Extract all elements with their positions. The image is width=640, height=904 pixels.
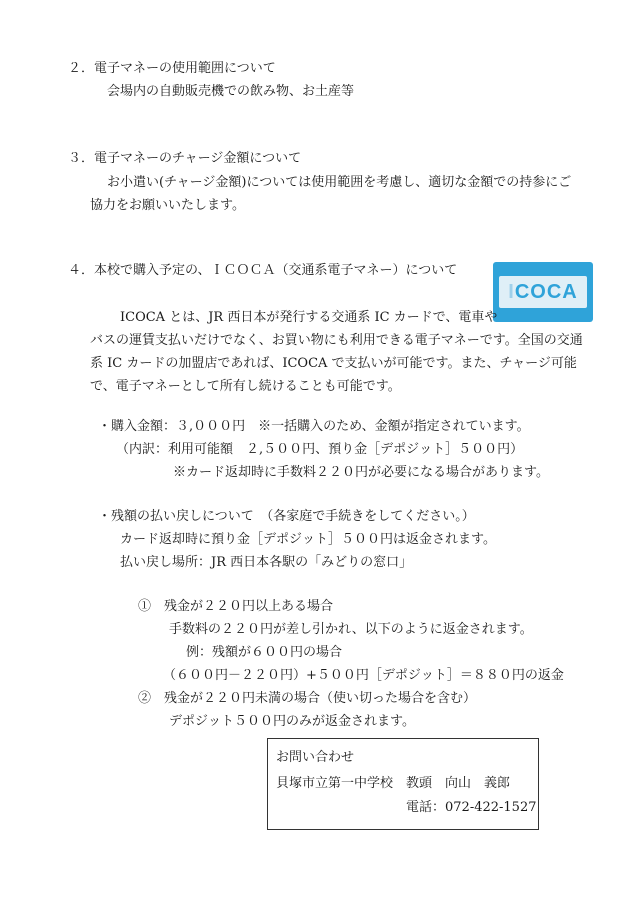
refund-case2-heading: ② 残金が２２０円未満の場合（使い切った場合を含む）: [138, 691, 477, 706]
refund-case1-heading: ① 残金が２２０円以上ある場合: [138, 599, 334, 614]
contact-box: [267, 738, 539, 830]
icoca-description-line1: ICOCA とは、JR 西日本が発行する交通系 IC カードで、電車や: [120, 310, 498, 325]
icoca-description-line2: バスの運賃支払いだけでなく、お買い物にも利用できる電子マネーです。全国の交通: [90, 333, 583, 348]
section-3-body-line1: お小遣い(チャージ金額)については使用範囲を考慮し、適切な金額での持参にご: [107, 175, 572, 190]
contact-organization: 貝塚市立第一中学校 教頭 向山 義郎: [276, 776, 511, 791]
purchase-amount-line: ・購入金額：３,０００円 ※一括購入のため、金額が指定されています。: [98, 419, 530, 434]
icoca-card-logo: [493, 262, 593, 322]
icoca-logo-text: ICOCA: [508, 281, 578, 303]
section-2-body: 会場内の自動販売機での飲み物、お土産等: [107, 84, 355, 99]
purchase-breakdown-line: （内訳：利用可能額 ２,５００円、預り金［デポジット］５００円）: [116, 442, 524, 457]
refund-deposit-line: カード返却時に預り金［デポジット］５００円は返金されます。: [120, 532, 496, 547]
contact-title: お問い合わせ: [276, 750, 355, 765]
icoca-description-line3: 系 IC カードの加盟店であれば、ICOCA で支払いが可能です。また、チャージ可能: [90, 356, 577, 371]
refund-case1-calculation: （６００円－２２０円）+５００円［デポジット］＝８８０円の返金: [163, 668, 564, 683]
contact-phone: 電話：072-422-1527: [406, 800, 537, 815]
section-4-heading: ４．本校で購入予定の、ＩＣＯＣＡ（交通系電子マネー）について: [68, 263, 458, 278]
icoca-description-line4: で、電子マネーとして所有し続けることも可能です。: [90, 379, 401, 394]
refund-heading: ・残額の払い戻しについて （各家庭で手続きをしてください。）: [98, 509, 475, 524]
purchase-fee-note: ※カード返却時に手数料２２０円が必要になる場合があります。: [173, 465, 549, 480]
refund-case2-body: デポジット５００円のみが返金されます。: [169, 714, 415, 729]
refund-case1-example: 例：残額が６００円の場合: [186, 645, 343, 660]
refund-location-line: 払い戻し場所：JR 西日本各駅の「みどりの窓口」: [120, 555, 413, 570]
section-2-heading: ２．電子マネーの使用範囲について: [68, 61, 276, 76]
section-3-heading: ３．電子マネーのチャージ金額について: [68, 151, 302, 166]
section-3-body-line2: 協力をお願いいたします。: [90, 198, 245, 213]
refund-case1-body: 手数料の２２０円が差し引かれ、以下のように返金されます。: [169, 622, 533, 637]
